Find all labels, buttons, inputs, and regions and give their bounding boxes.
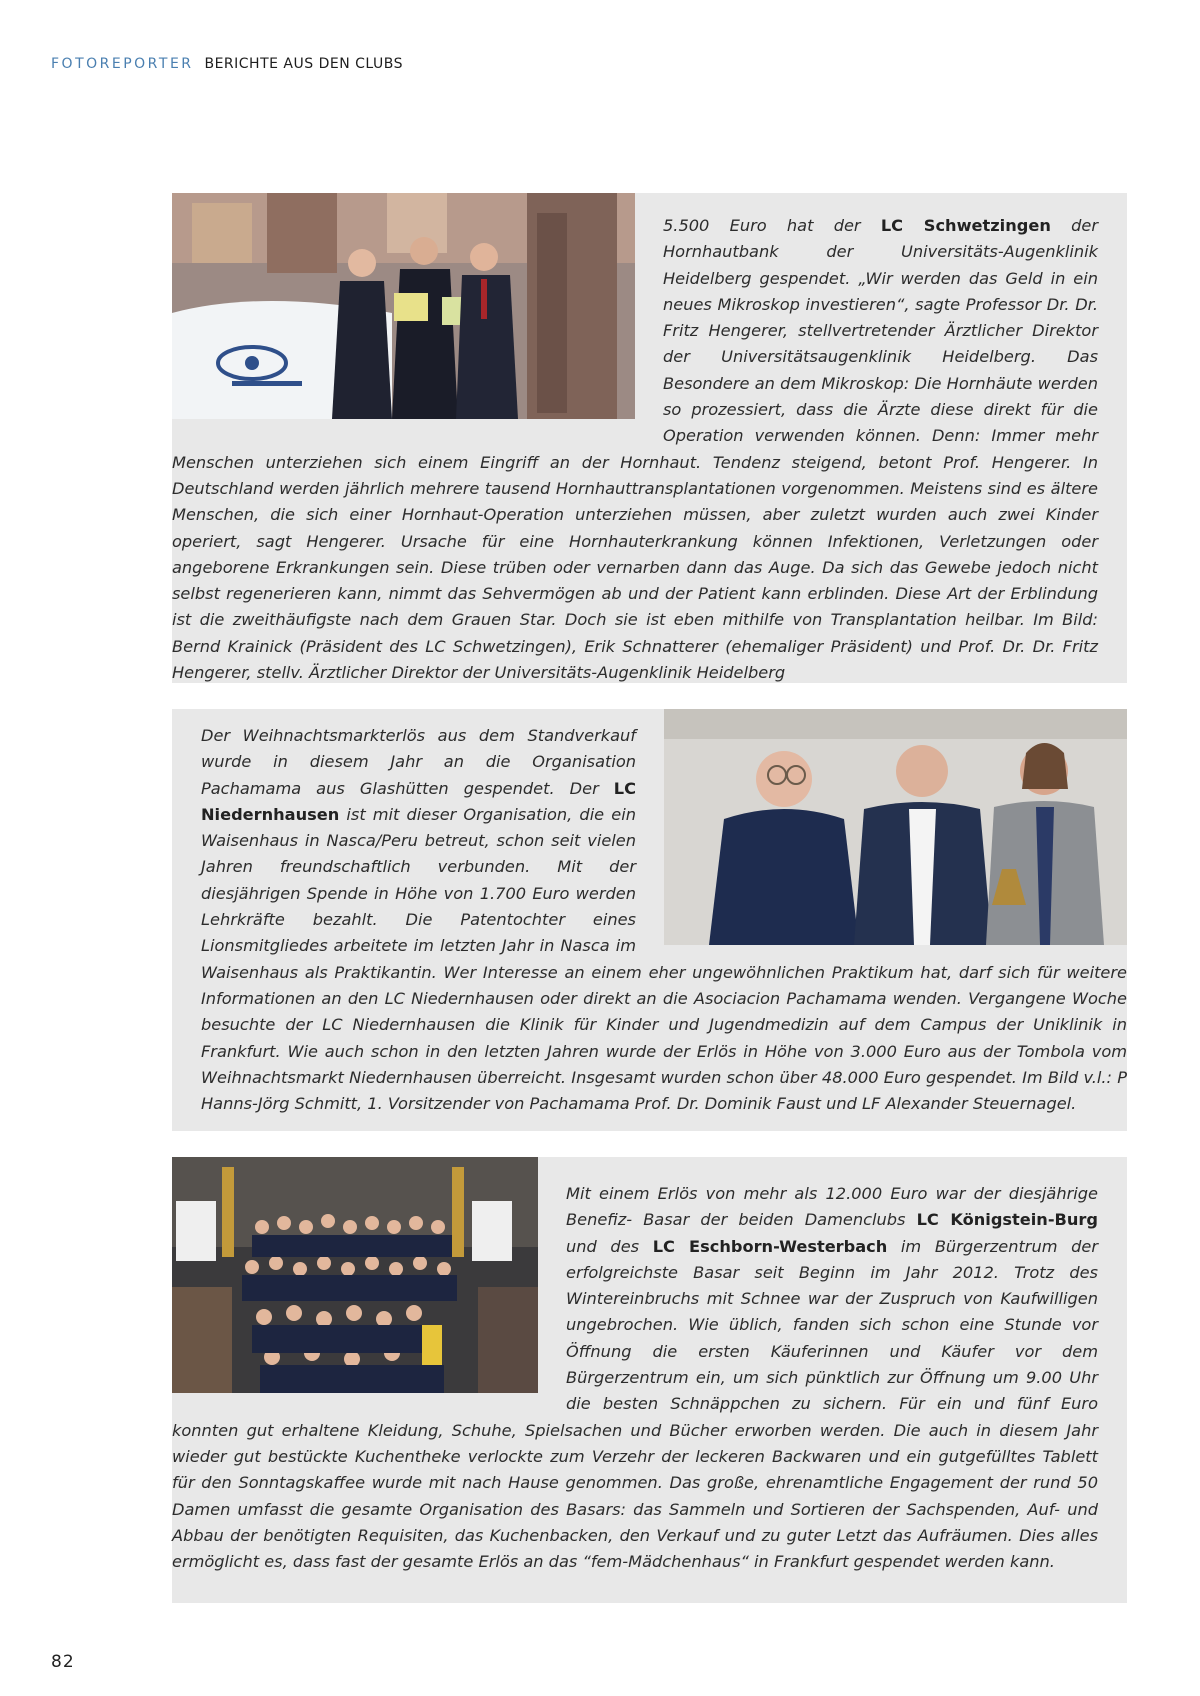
club-name: LC Niedernhausen bbox=[201, 778, 636, 824]
article-text-part: 5.500 Euro hat der bbox=[663, 216, 881, 235]
header-subtitle: BERICHTE AUS DEN CLUBS bbox=[204, 56, 404, 72]
group-photo-icon bbox=[172, 1157, 538, 1393]
article-koenigstein-eschborn bbox=[172, 1157, 1127, 1603]
group-photo-icon bbox=[172, 193, 635, 419]
running-header bbox=[51, 56, 403, 72]
article-text-part: Der Weihnachtsmarkterlös aus dem Standverkauf wurde in diesem Jahr an die Organisation Pachamama aus Glashütten gespendet. Der bbox=[201, 726, 636, 798]
club-name: LC Eschborn-Westerbach bbox=[652, 1236, 888, 1256]
article-text-part: ist mit dieser Organisation, die ein Waisenhaus in Nasca/Peru betreut, schon seit vielen Jahren freundschaftlich verbunden. Mit der diesjährigen Spende in Höhe von 1.700 Euro werden Lehrkräfte bezahlt. Die Patentochter eines Lionsmitgliedes arbeitete im letzten Jahr in Nasca im Waisenhaus als Praktikantin. Wer Interesse an einem eher ungewöhnlichen Praktikum hat, darf sich für weitere Informationen an den LC Niedernhausen oder direkt an die Asociacion Pachamama wenden. Vergangene Woche besuchte der LC Niedernhausen die Klinik für Kinder und Jugendmedizin auf dem Campus der Uniklinik in Frankfurt. Wie auch schon in den letzten Jahren wurde der Erlös in Höhe von 3.000 Euro aus der Tombola vom Weihnachtsmarkt Niedernhausen überreicht. Insgesamt wurden schon über 48.000 Euro gespendet. Im Bild v.l.: P Hanns-Jörg Schmitt, 1. Vorsitzender von Pachamama Prof. Dr. Dominik Faust und LF Alexander Steuernagel. bbox=[201, 804, 1127, 1114]
article-niedernhausen bbox=[172, 709, 1127, 1131]
club-name: LC Schwetzingen bbox=[880, 216, 1051, 235]
group-photo-icon bbox=[664, 709, 1127, 945]
article-text-part: und des bbox=[566, 1236, 653, 1256]
header-section: FOTOREPORTER bbox=[51, 56, 194, 72]
club-name: LC Königstein-Burg bbox=[916, 1210, 1098, 1230]
article-text-part: der Hornhautbank der Universitäts-Augenklinik Heidelberg gespendet. „Wir werden das Geld in ein neues Mikroskop investieren“, sagte Professor Dr. Dr. Fritz Hengerer, stellvertretender Ärztlicher Direktor der Universitätsaugenklinik Heidelberg. Das Besondere an dem Mikroskop: Die Hornhäute werden so prozessiert, dass die Ärzte diese direkt für die Operation verwenden können. Denn: Immer mehr Menschen unterziehen sich einem Eingriff an der Hornhaut. Tendenz steigend, betont Prof. Hengerer. In Deutschland werden jährlich mehrere tausend Hornhauttransplantationen vorgenommen. Meistens sind es ältere Menschen, die sich einer Hornhaut-Operation unterziehen müssen, aber zuletzt wurden auch zwei Kinder operiert, sagt Hengerer. Ursache für eine Hornhauterkrankung können Infektionen, Verletzungen oder angeborene Erkrankungen sein. Diese trüben oder vernarben dann das Auge. Da sich das Gewebe jedoch nicht selbst regenerieren kann, nimmt das Sehvermögen ab und der Patient kann erblinden. Diese Art der Erblindung ist die zweithäufigste nach dem Grauen Star. Doch sie ist eben mithilfe von Transplantation heilbar. Im Bild: Bernd Krainick (Präsident des LC Schwetzingen), Erik Schnatterer (ehemaliger Präsident) und Prof. Dr. Dr. Fritz Hengerer, stellv. Ärztlicher Direktor der Universitäts-Augenklinik Heidelberg bbox=[172, 216, 1098, 683]
article-text-part: Mit einem Erlös von mehr als 12.000 Euro war der diesjährige Benefiz- Basar der beiden Damenclubs bbox=[566, 1184, 1098, 1230]
article-schwetzingen bbox=[172, 193, 1127, 683]
article-text-part: im Bürgerzentrum der erfolgreichste Basar seit Beginn im Jahr 2012. Trotz des Wintereinbruchs mit Schnee war der Zuspruch von Kaufwilligen ungebrochen. Wie üblich, fanden sich schon eine Stunde vor Öffnung die ersten Käuferinnen und Käufer vor dem Bürgerzentrum ein, um sich pünktlich zur Öffnung um 9.00 Uhr die besten Schnäppchen zu sichern. Für ein und fünf Euro konnten gut erhaltene Kleidung, Schuhe, Spielsachen und Bücher erworben werden. Die auch in diesem Jahr wieder gut bestückte Kuchentheke verlockte zum Verzehr der leckeren Backwaren und ein gutgefülltes Tablett für den Sonntagskaffee wurde mit nach Hause genommen. Das große, ehrenamtliche Engagement der rund 50 Damen umfasst die gesamte Organisation des Basars: das Sammeln und Sortieren der Sachspenden, Auf- und Abbau der benötigten Requisiten, das Kuchenbacken, den Verkauf und zu guter Letzt das Aufräumen. Dies alles ermöglicht es, dass fast der gesamte Erlös an das “fem-Mädchenhaus“ in Frankfurt gespendet werden kann. bbox=[172, 1236, 1098, 1572]
page-number: 82 bbox=[51, 1652, 75, 1672]
